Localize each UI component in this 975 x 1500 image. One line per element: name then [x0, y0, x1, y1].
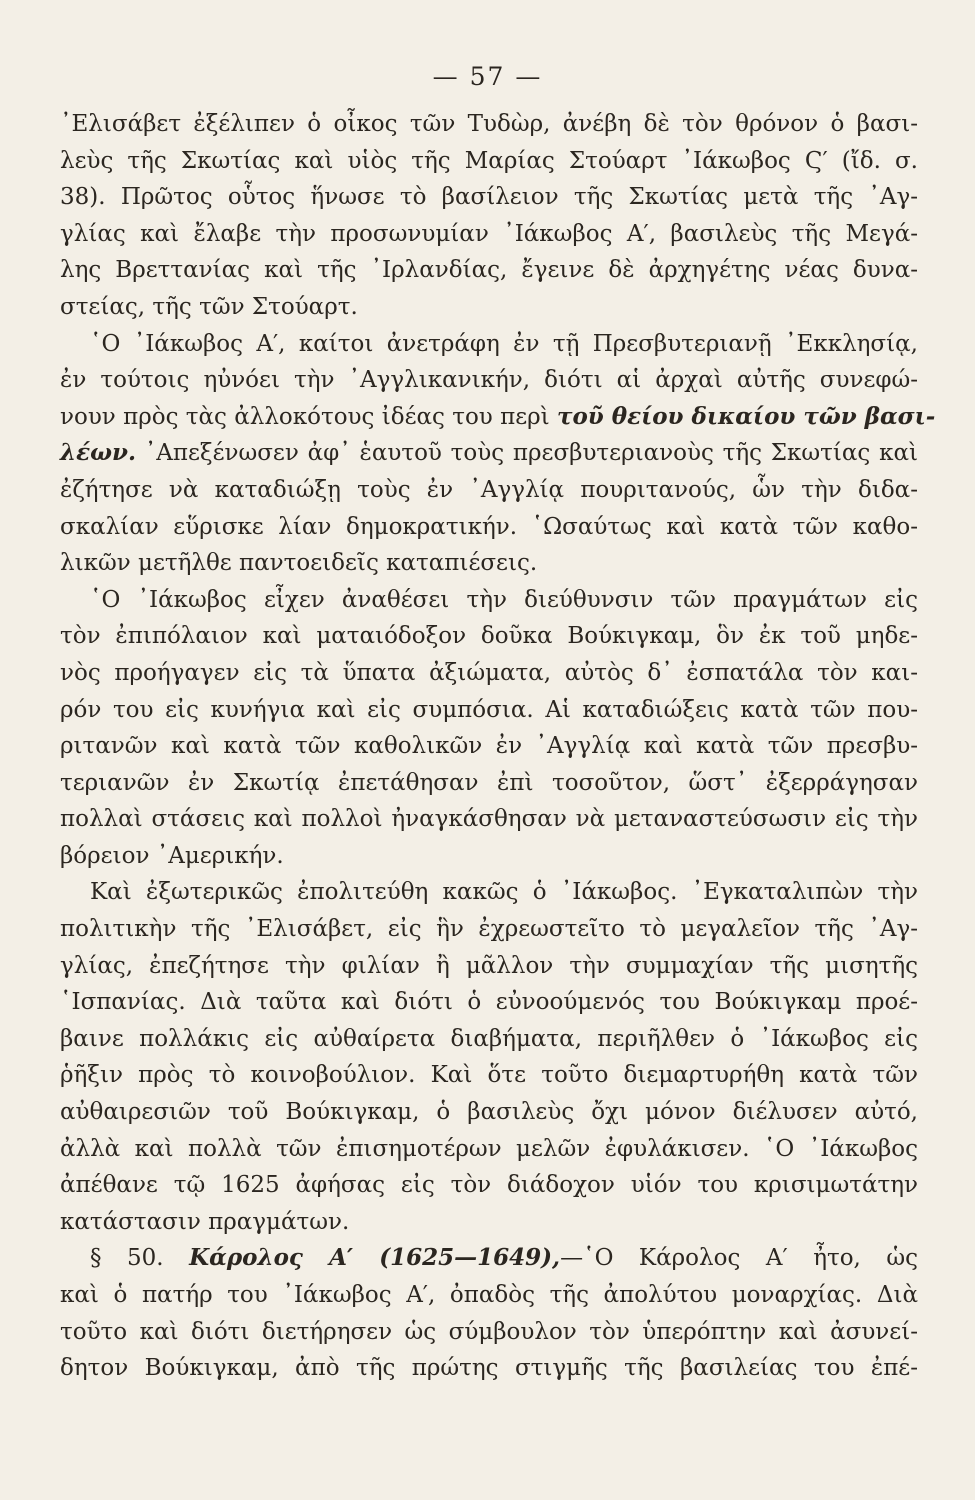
text-line: Καὶ ἐξωτερικῶς ἐπολιτεύθη κακῶς ὁ ᾿Ιάκωβος. ᾿Εγκαταλιπὼν τὴν	[90, 879, 918, 906]
text-line: βαινε πολλάκις εἰς αὐθαίρετα διαβήματα, περιῆλθεν ὁ ᾿Ιάκωβος εἰς	[60, 1025, 918, 1052]
text-line: 38). Πρῶτος οὗτος ἥνωσε τὸ βασίλειον τῆς Σκωτίας μετὰ τῆς ᾿Αγ-	[60, 184, 918, 211]
text-line	[60, 399, 936, 436]
line-text: —῾Ο Κάρολος Α′ ἦτο, ὡς	[560, 1245, 919, 1272]
text-line: σκαλίαν εὕρισκε λίαν δημοκρατικήν. ῾Ωσαύτως καὶ κατὰ τῶν καθο-	[60, 513, 918, 540]
text-line: γλίας, ἐπεζήτησε τὴν φιλίαν ἢ μᾶλλον τὴν συμμαχίαν τῆς μισητῆς	[60, 952, 918, 979]
text-line: ῾Ο ᾿Ιάκωβος εἶχεν ἀναθέσει τὴν διεύθυνσιν τῶν πραγμάτων εἰς	[90, 586, 918, 613]
section-heading-line	[60, 1240, 918, 1277]
text-line: στείας, τῆς τῶν Στούαρτ.	[60, 293, 358, 320]
text-line: καὶ ὁ πατήρ του ᾿Ιάκωβος Α′, ὀπαδὸς τῆς ἀπολύτου μοναρχίας. Διὰ	[60, 1282, 918, 1308]
text-line: δητον Βούκιγκαμ, ἀπὸ τῆς πρώτης στιγμῆς τῆς βασιλείας του ἐπέ-	[60, 1355, 918, 1382]
text-body	[60, 106, 936, 1387]
text-line: τὸν ἐπιπόλαιον καὶ ματαιόδοξον δοῦκα Βούκιγκαμ, ὃν ἐκ τοῦ μηδε-	[60, 623, 918, 650]
text-line: τεριανῶν ἐν Σκωτίᾳ ἐπετάθησαν ἐπὶ τοσοῦτον, ὥστ᾿ ἐξερράγησαν	[60, 769, 918, 796]
text-line: ρόν του εἰς κυνήγια καὶ εἰς συμπόσια. Αἱ καταδιώξεις κατὰ τῶν που-	[60, 696, 918, 723]
text-line: γλίας καὶ ἔλαβε τὴν προσωνυμίαν ᾿Ιάκωβος Α′, βασιλεὺς τῆς Μεγά-	[60, 220, 918, 247]
text-line: βόρειον ᾿Αμερικήν.	[60, 842, 284, 869]
text-line: λικῶν μετῆλθε παντοειδεῖς καταπιέσεις.	[60, 550, 538, 577]
text-line: ῾Ισπανίας. Διὰ ταῦτα καὶ διότι ὁ εὐνοούμενός του Βούκιγκαμ προέ-	[60, 989, 918, 1016]
text-line: πολιτικὴν τῆς ᾿Ελισάβετ, εἰς ἣν ἐχρεωστεῖτο τὸ μεγαλεῖον τῆς ᾿Αγ-	[60, 916, 918, 943]
line-text: νουν πρὸς τὰς ἀλλοκότους ἰδέας του περὶ	[60, 403, 550, 430]
text-line: ἐζήτησε νὰ καταδιώξῃ τοὺς ἐν ᾿Αγγλίᾳ πουριτανούς, ὧν τὴν διδα-	[60, 476, 918, 503]
section-number: § 50.	[90, 1245, 164, 1272]
line-text: ᾿Απεξένωσεν ἀφ᾿ ἑαυτοῦ τοὺς πρεσβυτεριανοὺς τῆς Σκωτίας καὶ	[144, 440, 919, 467]
text-line: ῾Ο ᾿Ιάκωβος Α′, καίτοι ἀνετράφη ἐν τῇ Πρεσβυτεριανῇ ᾿Εκκλησίᾳ,	[90, 330, 918, 357]
text-line: ἐν τούτοις ηὐνόει τὴν ᾿Αγγλικανικήν, διότι αἱ ἀρχαὶ αὐτῆς συνεφώ-	[60, 367, 918, 394]
text-line: ριτανῶν καὶ κατὰ τῶν καθολικῶν ἐν ᾿Αγγλίᾳ καὶ κατὰ τῶν πρεσβυ-	[60, 733, 918, 760]
text-line: ῥῆξιν πρὸς τὸ κοινοβούλιον. Καὶ ὅτε τοῦτο διεμαρτυρήθη κατὰ τῶν	[60, 1062, 918, 1089]
text-line: λης Βρεττανίας καὶ τῆς ᾿Ιρλανδίας, ἔγεινε δὲ ἀρχηγέτης νέας δυνα-	[60, 257, 918, 284]
page-number: — 57 —	[432, 62, 543, 91]
text-line: κατάστασιν πραγμάτων.	[60, 1208, 350, 1235]
text-line: τοῦτο καὶ διότι διετήρησεν ὡς σύμβουλον τὸν ὑπερόπτην καὶ ἀσυνεί-	[60, 1318, 918, 1345]
emphasis-text: τοῦ θείου δικαίου τῶν βασι-	[556, 402, 936, 430]
text-line: ἀπέθανε τῷ 1625 ἀφήσας εἰς τὸν διάδοχον υἱόν του κρισιμωτάτην	[60, 1172, 918, 1199]
text-line	[60, 435, 918, 472]
text-line: νὸς προήγαγεν εἰς τὰ ὕπατα ἀξιώματα, αὐτὸς δ᾿ ἐσπατάλα τὸν και-	[60, 659, 918, 686]
text-line: πολλαὶ στάσεις καὶ πολλοὶ ἠναγκάσθησαν νὰ μεταναστεύσωσιν εἰς τὴν	[60, 806, 918, 833]
text-line: αὐθαιρεσιῶν τοῦ Βούκιγκαμ, ὁ βασιλεὺς ὄχι μόνον διέλυσεν αὐτό,	[60, 1099, 918, 1126]
text-line: λεὺς τῆς Σκωτίας καὶ υἱὸς τῆς Μαρίας Στούαρτ ᾿Ιάκωβος Ϛ′ (ἴδ. σ.	[60, 147, 918, 174]
text-line: ᾿Ελισάβετ ἐξέλιπεν ὁ οἶκος τῶν Τυδὼρ, ἀνέβη δὲ τὸν θρόνον ὁ βασι-	[60, 111, 918, 137]
emphasis-text: λέων.	[60, 439, 136, 467]
text-line: ἀλλὰ καὶ πολλὰ τῶν ἐπισημοτέρων μελῶν ἐφυλάκισεν. ῾Ο ᾿Ιάκωβος	[60, 1135, 918, 1162]
section-title: Κάρολος Α′ (1625—1649),	[189, 1244, 561, 1272]
